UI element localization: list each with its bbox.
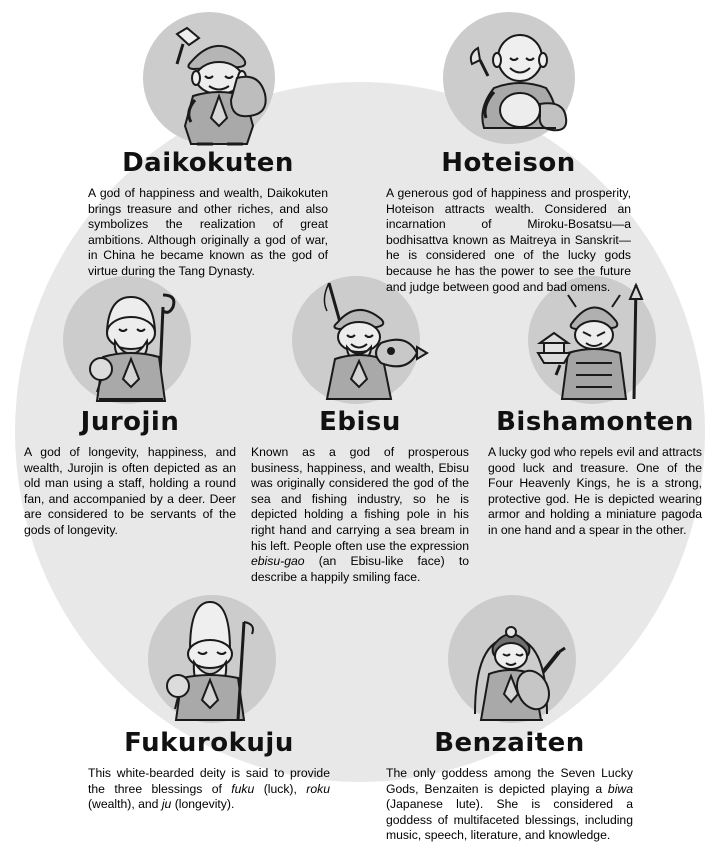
god-card-ebisu [251, 277, 469, 585]
god-description-daikokuten: A god of happiness and wealth, Daikokuten brings treasure and other riches, and also symbolizes the realization of great ambitions. Although originally a god of war, in China he became known as the god of virtue during the Tang Dynasty. [88, 186, 328, 279]
god-name-hoteison: Hoteison [441, 148, 576, 178]
god-description-bishamonten: A lucky god who repels evil and attracts good luck and treasure. One of the Four Heavenly Kings, he is a strong, protective god. He is depicted wearing armor and holding a miniature pagoda in one hand and a spear in the other. [488, 445, 702, 538]
god-name-jurojin: Jurojin [80, 407, 180, 437]
god-name-ebisu: Ebisu [319, 407, 401, 437]
jurojin-figure [24, 277, 236, 407]
god-name-fukurokuju: Fukurokuju [124, 728, 294, 758]
god-card-jurojin [24, 277, 236, 539]
god-description-hoteison: A generous god of happiness and prosperity, Hoteison attracts wealth. Considered an incarnation of Miroku-Bosatsu—a bodhisattva known as Maitreya in Sanskrit—he is considered one of the lucky gods because he has the power to see the future and judge between good and bad omens. [386, 186, 631, 294]
god-name-daikokuten: Daikokuten [122, 148, 294, 178]
bishamonten-figure [488, 277, 702, 407]
god-description-jurojin: A god of longevity, happiness, and wealth, Jurojin is often depicted as an old man using a staff, holding a round fan, and accompanied by a deer. Deer are considered to be servants of the gods of longevity. [24, 445, 236, 538]
daikokuten-figure [88, 18, 328, 148]
benzaiten-figure [386, 598, 633, 728]
hoteison-figure [386, 18, 631, 148]
god-description-benzaiten: The only goddess among the Seven Lucky Gods, Benzaiten is depicted playing a biwa (Japanese lute). She is considered a goddess of multifaceted blessings, including music, speech, literature, and knowledge. [386, 766, 633, 843]
god-card-daikokuten [88, 18, 328, 280]
god-name-benzaiten: Benzaiten [434, 728, 585, 758]
god-description-fukurokuju: This white-bearded deity is said to provide the three blessings of fuku (luck), roku (wealth), and ju (longevity). [88, 766, 330, 812]
fukurokuju-figure [88, 598, 330, 728]
god-card-fukurokuju [88, 598, 330, 813]
god-card-bishamonten [488, 277, 702, 539]
god-card-hoteison [386, 18, 631, 295]
god-card-benzaiten [386, 598, 633, 844]
god-description-ebisu: Known as a god of prosperous business, happiness, and wealth, Ebisu was originally considered the god of the sea and fishing industry, so he is depicted holding a fishing pole in his right hand and carrying a sea bream in his left. People often use the expression ebisu-gao (an Ebisu-like face) to describe a happily smiling face. [251, 445, 469, 584]
ebisu-figure [251, 277, 469, 407]
god-name-bishamonten: Bishamonten [496, 407, 694, 437]
